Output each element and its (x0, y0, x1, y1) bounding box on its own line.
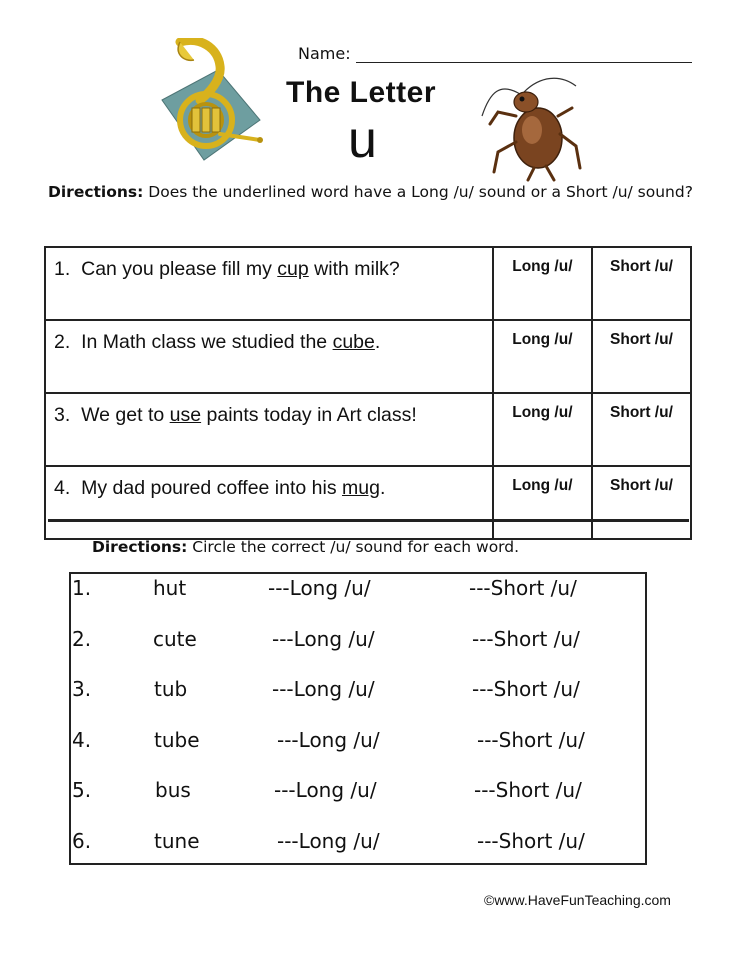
table-row (45, 393, 691, 466)
question-cell (45, 320, 493, 393)
directions-part1 (48, 182, 698, 203)
short-u-choice[interactable]: ---Short /u/ (474, 778, 582, 802)
row-number: 4. (72, 728, 92, 752)
long-short-table (44, 246, 692, 540)
copyright-text: ©www.HaveFunTeaching.com (484, 892, 671, 908)
word-item: tube (154, 728, 200, 752)
long-u-option[interactable]: Long /u/ (493, 247, 592, 320)
short-u-choice[interactable]: ---Short /u/ (472, 677, 580, 701)
underlined-word: mug (342, 477, 380, 499)
short-u-option[interactable]: Short /u/ (592, 247, 691, 320)
underlined-word: cube (332, 331, 375, 353)
word-item: hut (153, 576, 187, 600)
section-divider (48, 519, 689, 522)
name-field[interactable] (356, 62, 692, 63)
directions-text: Circle the correct /u/ sound for each word. (187, 538, 520, 556)
word-item: cute (153, 627, 197, 651)
short-u-choice[interactable]: ---Short /u/ (472, 627, 580, 651)
short-u-choice[interactable]: ---Short /u/ (477, 728, 585, 752)
long-u-choice[interactable]: ---Long /u/ (274, 778, 377, 802)
question-text-before: Can you please fill my (81, 258, 278, 280)
featured-letter: u (348, 111, 377, 169)
table-row (45, 247, 691, 320)
short-u-option[interactable]: Short /u/ (592, 466, 691, 539)
underlined-word: cup (277, 258, 309, 280)
long-u-choice[interactable]: ---Long /u/ (277, 829, 380, 853)
question-text-after: paints today in Art class! (201, 404, 417, 426)
question-number: 2. (54, 331, 71, 353)
question-text-before: In Math class we studied the (81, 331, 333, 353)
row-number: 5. (72, 778, 92, 802)
long-u-choice[interactable]: ---Long /u/ (268, 576, 371, 600)
row-number: 2. (72, 627, 92, 651)
row-number: 6. (72, 829, 92, 853)
question-cell (45, 393, 493, 466)
row-number: 3. (72, 677, 92, 701)
bug-icon (480, 72, 588, 184)
question-number: 4. (54, 477, 71, 499)
long-u-option[interactable]: Long /u/ (493, 466, 592, 539)
directions-text: Does the underlined word have a Long /u/ sound or a Short /u/ sound? (143, 183, 693, 201)
underlined-word: use (169, 404, 202, 426)
word-item: bus (155, 778, 191, 802)
table-row (45, 320, 691, 393)
question-text-after: . (379, 477, 386, 499)
directions-label: Directions: (48, 183, 144, 201)
question-text-before: My dad poured coffee into his (81, 477, 342, 499)
long-u-option[interactable]: Long /u/ (493, 393, 592, 466)
word-item: tub (154, 677, 188, 701)
long-u-choice[interactable]: ---Long /u/ (277, 728, 380, 752)
table-row (45, 466, 691, 539)
long-u-choice[interactable]: ---Long /u/ (272, 677, 375, 701)
row-number: 1. (72, 576, 92, 600)
question-text-after: with milk? (308, 258, 400, 280)
directions-part2 (92, 538, 519, 556)
page-title: The Letter (286, 76, 437, 109)
long-u-option[interactable]: Long /u/ (493, 320, 592, 393)
question-text-after: . (374, 331, 381, 353)
question-cell (45, 247, 493, 320)
short-u-option[interactable]: Short /u/ (592, 320, 691, 393)
question-cell (45, 466, 493, 539)
short-u-choice[interactable]: ---Short /u/ (477, 829, 585, 853)
long-u-choice[interactable]: ---Long /u/ (272, 627, 375, 651)
word-item: tune (154, 829, 200, 853)
french-horn-icon (160, 38, 264, 170)
question-number: 1. (54, 258, 71, 280)
question-number: 3. (54, 404, 71, 426)
directions-label: Directions: (92, 538, 188, 556)
circle-answer-box (69, 572, 647, 865)
short-u-choice[interactable]: ---Short /u/ (469, 576, 577, 600)
name-label: Name: (298, 44, 351, 63)
question-text-before: We get to (81, 404, 170, 426)
short-u-option[interactable]: Short /u/ (592, 393, 691, 466)
